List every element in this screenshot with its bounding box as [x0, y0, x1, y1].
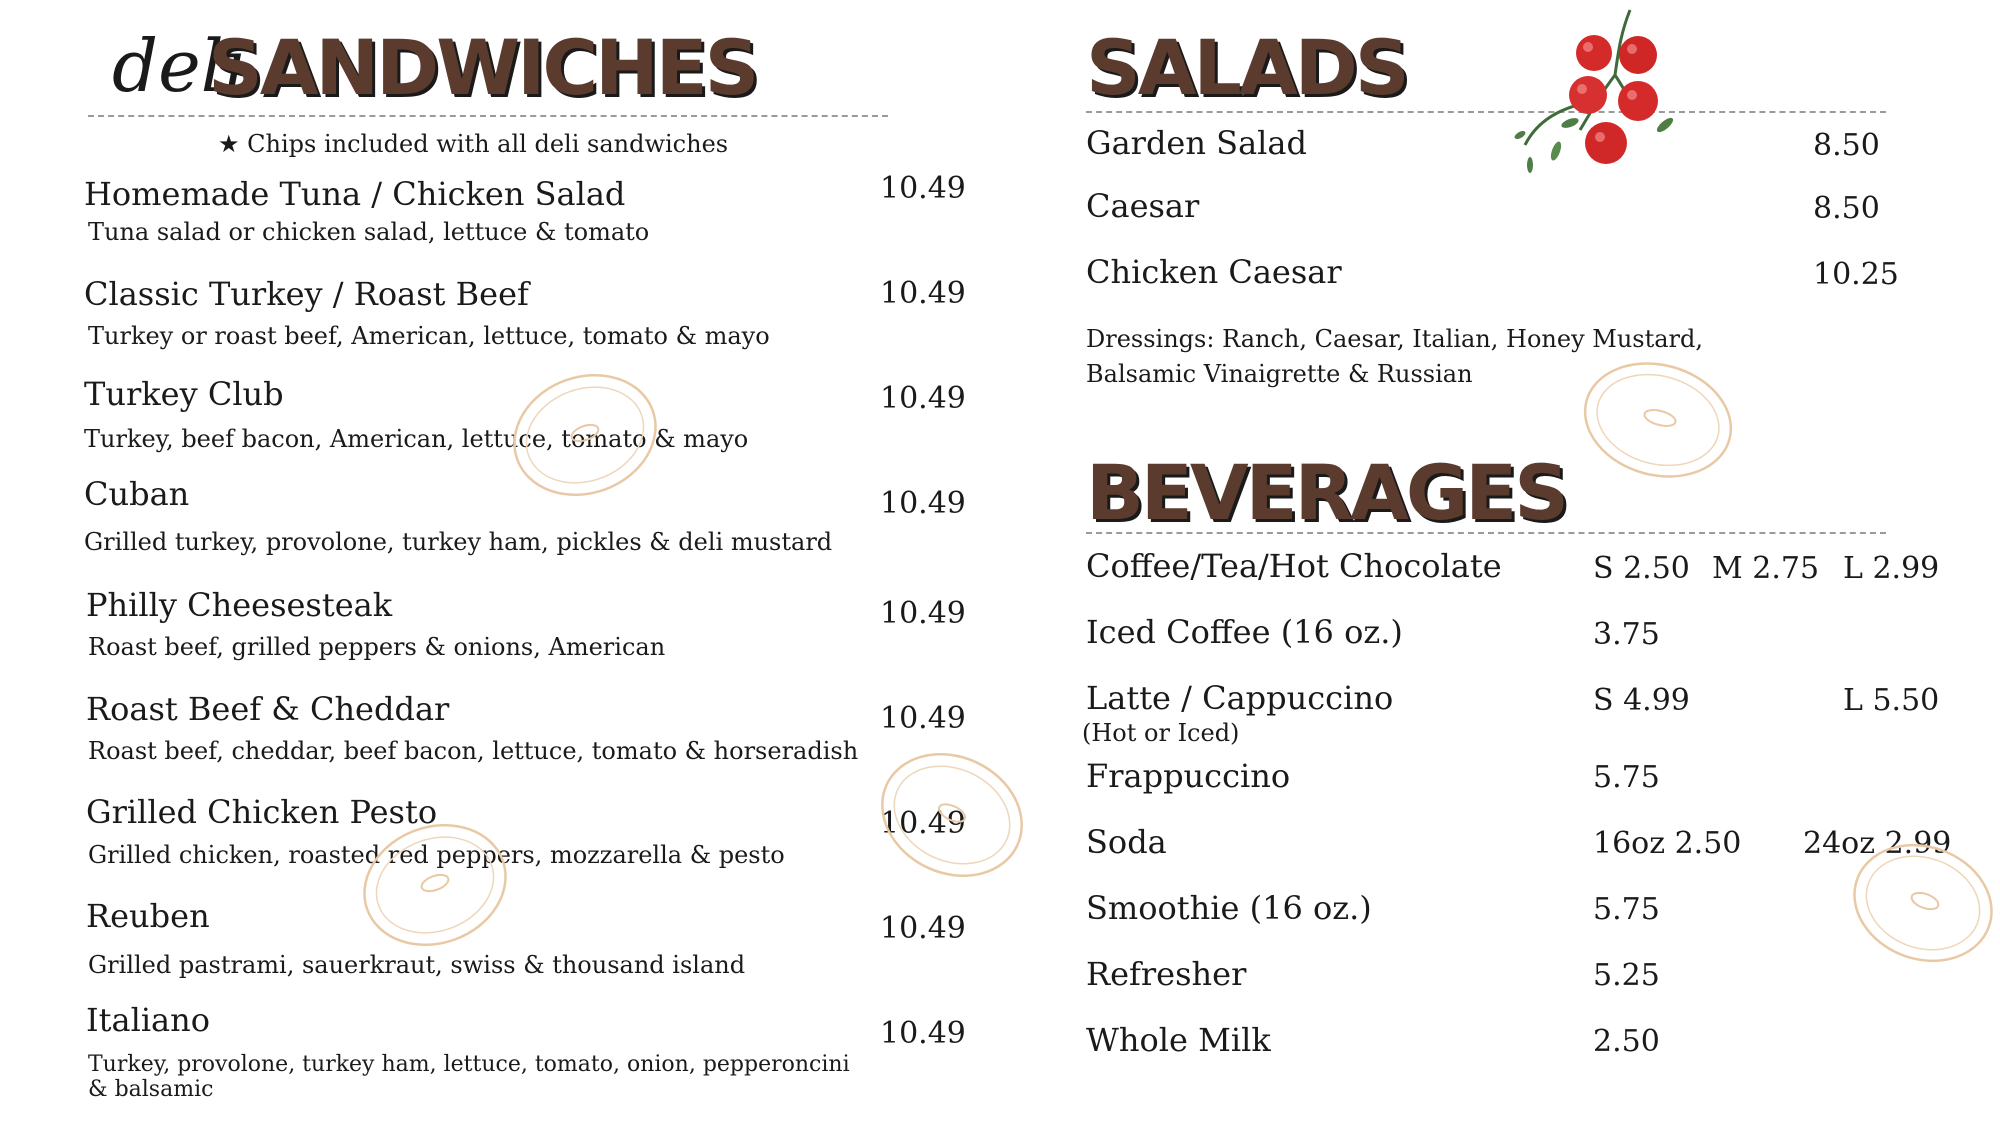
beverage-price: 5.75	[1593, 892, 1660, 927]
beverage-name: Latte / Cappuccino	[1086, 679, 1394, 717]
beverage-name: Soda	[1086, 823, 1167, 861]
sandwich-desc: Tuna salad or chicken salad, lettuce & tomato	[88, 218, 650, 246]
beverage-price-small: S 2.50	[1593, 551, 1690, 586]
sandwich-desc: Roast beef, cheddar, beef bacon, lettuce, tomato & horseradish	[88, 737, 859, 765]
beverage-price-small: S 4.99	[1593, 683, 1690, 718]
beverage-name: Smoothie (16 oz.)	[1086, 889, 1372, 927]
sandwich-price: 10.49	[880, 911, 966, 946]
sandwich-price: 10.49	[880, 701, 966, 736]
sandwich-name: Grilled Chicken Pesto	[86, 793, 438, 831]
sandwich-desc: Grilled turkey, provolone, turkey ham, pickles & deli mustard	[84, 528, 833, 556]
star-icon: ★	[218, 130, 240, 158]
beverage-price: 5.25	[1593, 958, 1660, 993]
beverage-price: 3.75	[1593, 617, 1660, 652]
sandwich-price: 10.49	[880, 381, 966, 416]
beverage-name: Refresher	[1086, 955, 1247, 993]
sandwich-name: Roast Beef & Cheddar	[86, 690, 450, 728]
beverage-name: Frappuccino	[1086, 757, 1291, 795]
salad-name: Chicken Caesar	[1086, 253, 1342, 291]
beverage-price-medium: M 2.75	[1712, 551, 1820, 586]
beverage-price-large: L 5.50	[1843, 683, 1940, 718]
beverage-price-16oz: 16oz 2.50	[1593, 826, 1742, 861]
beverage-name: Whole Milk	[1086, 1021, 1271, 1059]
beverage-price-large: L 2.99	[1843, 551, 1940, 586]
sandwich-desc: Turkey, beef bacon, American, lettuce, tomato & mayo	[84, 425, 749, 453]
salads-divider	[1086, 111, 1886, 113]
sandwich-price: 10.49	[880, 171, 966, 206]
beverages-divider	[1086, 532, 1886, 534]
sandwich-price: 10.49	[880, 276, 966, 311]
bagel-icon	[872, 745, 1032, 885]
sandwich-desc: Turkey, provolone, turkey ham, lettuce, tomato, onion, pepperoncini & balsamic	[88, 1052, 850, 1103]
sandwich-price: 10.49	[880, 596, 966, 631]
beverage-price: 2.50	[1593, 1024, 1660, 1059]
sandwich-desc: Roast beef, grilled peppers & onions, American	[88, 633, 666, 661]
beverage-name: Iced Coffee (16 oz.)	[1086, 613, 1403, 651]
sandwich-desc: Grilled chicken, roasted red peppers, mozzarella & pesto	[88, 841, 785, 869]
sandwich-name: Italiano	[86, 1001, 210, 1039]
deli-script-word: deli	[112, 24, 247, 108]
sandwich-name: Cuban	[84, 475, 190, 513]
beverage-subnote: (Hot or Iced)	[1082, 719, 1240, 747]
sandwich-price: 10.49	[880, 486, 966, 521]
dressings-text: Dressings: Ranch, Caesar, Italian, Honey Mustard, Balsamic Vinaigrette & Russian	[1086, 325, 1704, 388]
bagel-icon	[505, 365, 665, 505]
salad-name: Garden Salad	[1086, 124, 1307, 162]
bagel-icon	[1578, 355, 1738, 485]
beverage-price: 5.75	[1593, 760, 1660, 795]
sandwich-desc: Turkey or roast beef, American, lettuce, tomato & mayo	[88, 322, 770, 350]
chips-note: ★ Chips included with all deli sandwiches	[218, 130, 729, 158]
sandwich-price: 10.49	[880, 1016, 966, 1051]
sandwich-name: Classic Turkey / Roast Beef	[84, 275, 529, 313]
sandwiches-title: SANDWICHES	[208, 23, 757, 112]
sandwich-desc: Grilled pastrami, sauerkraut, swiss & thousand island	[88, 951, 746, 979]
salad-price: 10.25	[1813, 257, 1899, 292]
tomato-vine-icon	[1500, 5, 1690, 185]
sandwich-price: 10.49	[880, 806, 966, 841]
sandwich-name: Homemade Tuna / Chicken Salad	[84, 175, 626, 213]
salad-price: 8.50	[1813, 191, 1880, 226]
bagel-icon	[355, 815, 515, 955]
sandwich-name: Reuben	[86, 897, 210, 935]
beverages-title: BEVERAGES	[1086, 448, 1566, 537]
salad-name: Caesar	[1086, 187, 1200, 225]
sandwich-name: Turkey Club	[84, 375, 284, 413]
sandwich-name: Philly Cheesesteak	[86, 586, 393, 624]
salad-price: 8.50	[1813, 128, 1880, 163]
beverage-price-24oz: 24oz 2.99	[1803, 826, 1952, 861]
salads-title: SALADS	[1086, 23, 1407, 112]
bagel-icon	[1845, 835, 2000, 970]
sandwiches-divider	[88, 115, 888, 117]
beverage-name: Coffee/Tea/Hot Chocolate	[1086, 547, 1502, 585]
